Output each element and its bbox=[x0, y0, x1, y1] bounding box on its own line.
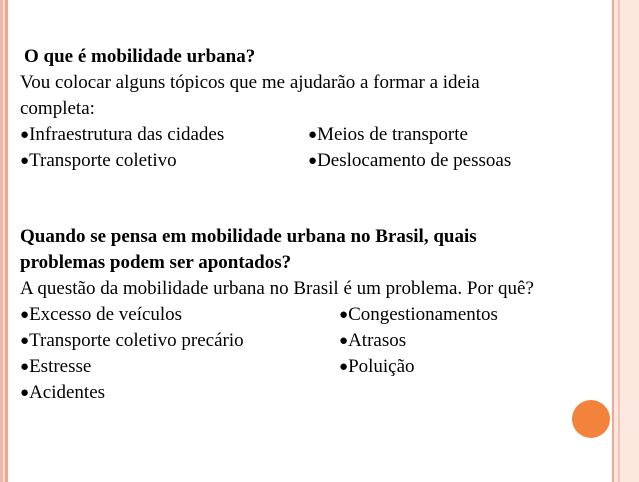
right-border-decoration bbox=[612, 0, 639, 482]
section2-bullet-row-3 bbox=[20, 354, 610, 380]
section2-bullet-row-2 bbox=[20, 328, 610, 354]
section1-intro-line1: Vou colocar alguns tópicos que me ajudarão a formar a ideia bbox=[20, 72, 480, 93]
list-item: ●Poluição bbox=[339, 356, 415, 377]
list-item: ●Estresse bbox=[20, 356, 92, 377]
list-item: ●Meios de transporte bbox=[308, 124, 468, 145]
bullet-icon: ● bbox=[20, 359, 30, 375]
section1-intro-line2: completa: bbox=[20, 98, 95, 119]
bullet-icon: ● bbox=[20, 333, 30, 349]
bullet-icon: ● bbox=[339, 333, 349, 349]
section2-bullet-row-1 bbox=[20, 302, 610, 328]
section1-bullet-row-2 bbox=[20, 148, 610, 174]
list-item: ●Congestionamentos bbox=[339, 304, 498, 325]
section2-title-line1: Quando se pensa em mobilidade urbana no Brasil, quais bbox=[20, 226, 477, 247]
section2-title-line2: problemas podem ser apontados? bbox=[20, 252, 292, 273]
bullet-icon: ● bbox=[20, 127, 30, 143]
list-item: ●Transporte coletivo precário bbox=[20, 330, 244, 351]
bullet-icon: ● bbox=[308, 127, 318, 143]
list-item: ●Infraestrutura das cidades bbox=[20, 124, 225, 145]
bullet-icon: ● bbox=[20, 385, 30, 401]
section1-bullet-row-1 bbox=[20, 122, 610, 148]
section1-title: O que é mobilidade urbana? bbox=[24, 46, 256, 67]
bullet-icon: ● bbox=[308, 153, 318, 169]
bullet-icon: ● bbox=[339, 359, 349, 375]
section2-intro: A questão da mobilidade urbana no Brasil é um problema. Por quê? bbox=[20, 278, 534, 299]
section2-bullet-row-4 bbox=[20, 380, 610, 406]
list-item: ●Atrasos bbox=[339, 330, 407, 351]
left-border-decoration bbox=[0, 0, 8, 482]
list-item: ●Acidentes bbox=[20, 382, 106, 403]
bullet-icon: ● bbox=[339, 307, 349, 323]
list-item: ●Excesso de veículos bbox=[20, 304, 183, 325]
bullet-icon: ● bbox=[20, 153, 30, 169]
list-item: ●Deslocamento de pessoas bbox=[308, 150, 512, 171]
slide-content bbox=[20, 44, 610, 406]
list-item: ●Transporte coletivo bbox=[20, 150, 177, 171]
section-spacer bbox=[20, 174, 610, 224]
bullet-icon: ● bbox=[20, 307, 30, 323]
